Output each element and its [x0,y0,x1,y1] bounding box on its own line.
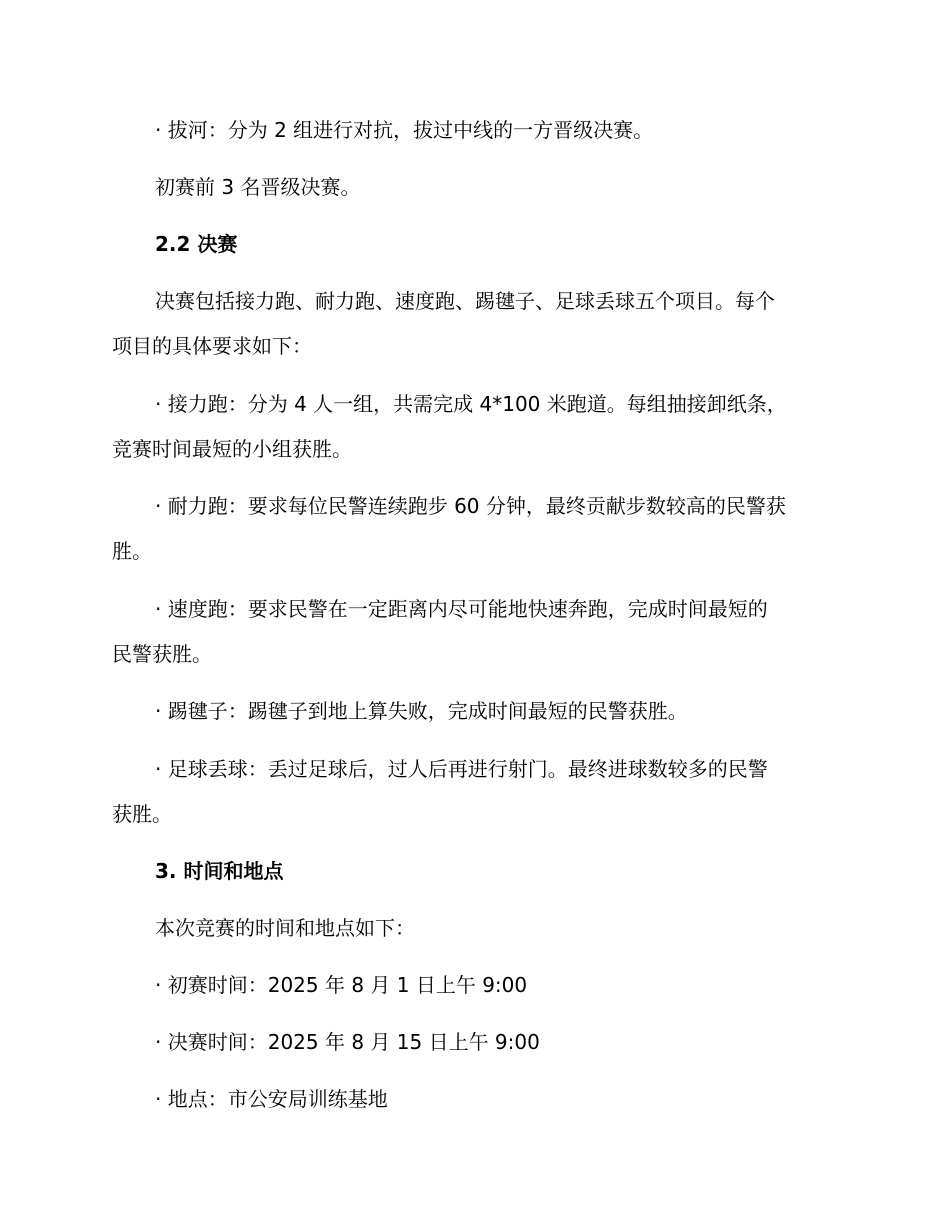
bullet-shuttlecock: · 踢毽子：踢毽子到地上算失败，完成时间最短的民警获胜。 [155,699,688,723]
section-heading-final: 2.2 决赛 [155,232,238,256]
bullet-football-line-2: 获胜。 [112,802,172,826]
bullet-prelim-time: · 初赛时间：2025 年 8 月 1 日上午 9:00 [155,973,528,997]
bullet-location: · 地点：市公安局训练基地 [155,1087,388,1111]
bullet-relay-line-1: · 接力跑：分为 4 人一组，共需完成 4*100 米跑道。每组抽接卸纸条， [155,392,787,416]
section-heading-time-place: 3. 时间和地点 [155,859,284,883]
bullet-endurance-line-1: · 耐力跑：要求每位民警连续跑步 60 分钟，最终贡献步数较高的民警获 [155,494,786,518]
bullet-speed-line-2: 民警获胜。 [112,642,212,666]
prelim-advance-text: 初赛前 3 名晋级决赛。 [155,175,361,199]
bullet-football-line-1: · 足球丢球：丢过足球后，过人后再进行射门。最终进球数较多的民警 [155,757,768,781]
bullet-final-time: · 决赛时间：2025 年 8 月 15 日上午 9:00 [155,1030,540,1054]
bullet-relay-line-2: 竞赛时间最短的小组获胜。 [112,437,352,461]
bullet-tug-of-war: · 拔河：分为 2 组进行对抗，拔过中线的一方晋级决赛。 [155,118,654,142]
final-intro-line-2: 项目的具体要求如下： [112,334,312,358]
time-place-intro: 本次竞赛的时间和地点如下： [155,916,415,940]
bullet-endurance-line-2: 胜。 [112,539,152,563]
bullet-speed-line-1: · 速度跑：要求民警在一定距离内尽可能地快速奔跑，完成时间最短的 [155,597,768,621]
final-intro-line-1: 决赛包括接力跑、耐力跑、速度跑、踢毽子、足球丢球五个项目。每个 [155,289,775,313]
